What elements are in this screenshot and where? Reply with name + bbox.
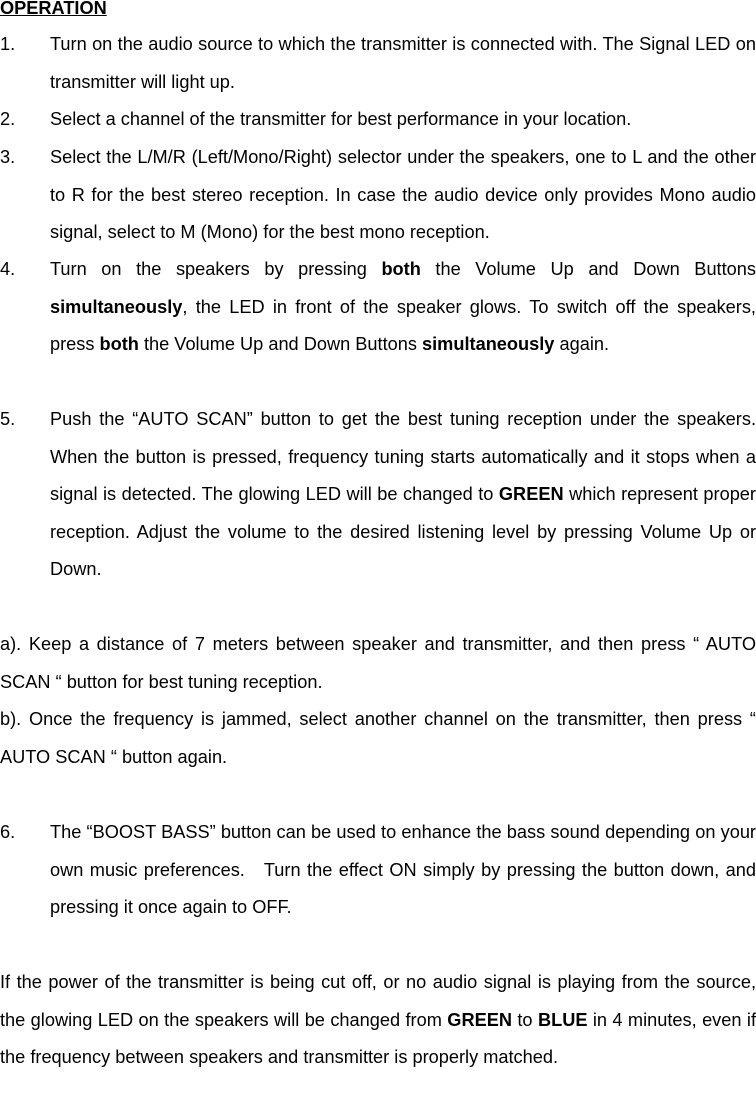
emphasis-both: both: [381, 259, 421, 279]
footer-note: If the power of the transmitter is being cut off, or no audio signal is playing from the source, the glowing LED on the speakers will be changed from GREEN to BLUE in 4 minutes, even if the frequency between speakers and transmitter is properly matched.: [0, 972, 756, 1068]
emphasis-green: GREEN: [498, 484, 564, 505]
step-5: [0, 401, 756, 589]
step-text: Turn on the audio source to which the transmitter is connected with. The Signal LED on transmitter will light up.: [50, 34, 756, 92]
step-number: 4.: [0, 259, 16, 279]
section-title: OPERATION: [0, 0, 107, 18]
note-a: a). Keep a distance of 7 meters between speaker and transmitter, and then press “ AUTO SCAN “ button for best tuning reception.: [0, 634, 756, 692]
step-number: 6.: [0, 822, 16, 842]
step-2: [0, 101, 756, 139]
step-4: [0, 251, 756, 364]
step-6: [0, 814, 756, 927]
emphasis-both: both: [99, 334, 139, 355]
emphasis-green: GREEN: [447, 1009, 512, 1030]
note-b: b). Once the frequency is jammed, select another channel on the transmitter, then press “ AUTO SCAN “ button again.: [0, 709, 756, 767]
step-text: Push the “AUTO SCAN” button to get the best tuning reception under the speakers. When the button is pressed, frequency tuning starts automatically and it stops when a signal is detected. The glowing LED will be changed to GREEN which represent proper reception. Adjust the volume to the desired listening level by pressing Volume Up or Down.: [50, 409, 756, 580]
step-text: The “BOOST BASS” button can be used to enhance the bass sound depending on your own music preferences. Turn the effect ON simply by pressing the button down, and pressing it once again to OFF.: [50, 822, 756, 918]
emphasis-simultaneously: simultaneously: [50, 296, 183, 317]
step-number: 3.: [0, 147, 16, 167]
emphasis-blue: BLUE: [537, 1009, 588, 1030]
step-text: Select a channel of the transmitter for best performance in your location.: [50, 109, 632, 129]
step-number: 1.: [0, 34, 16, 54]
step-text: Turn on the speakers by pressing both the Volume Up and Down Buttons simultaneously, the LED in front of the speaker glows. To switch off the speakers, press both the Volume Up and Down Buttons simultaneously again.: [50, 259, 756, 355]
step-3: [0, 139, 756, 252]
step-number: 2.: [0, 109, 16, 129]
step-1: [0, 26, 756, 101]
step-text: Select the L/M/R (Left/Mono/Right) selector under the speakers, one to L and the other to R for the best stereo reception. In case the audio device only provides Mono audio signal, select to M (Mono) for the best mono reception.: [50, 147, 756, 243]
emphasis-simultaneously: simultaneously: [422, 334, 555, 355]
step-number: 5.: [0, 409, 16, 429]
